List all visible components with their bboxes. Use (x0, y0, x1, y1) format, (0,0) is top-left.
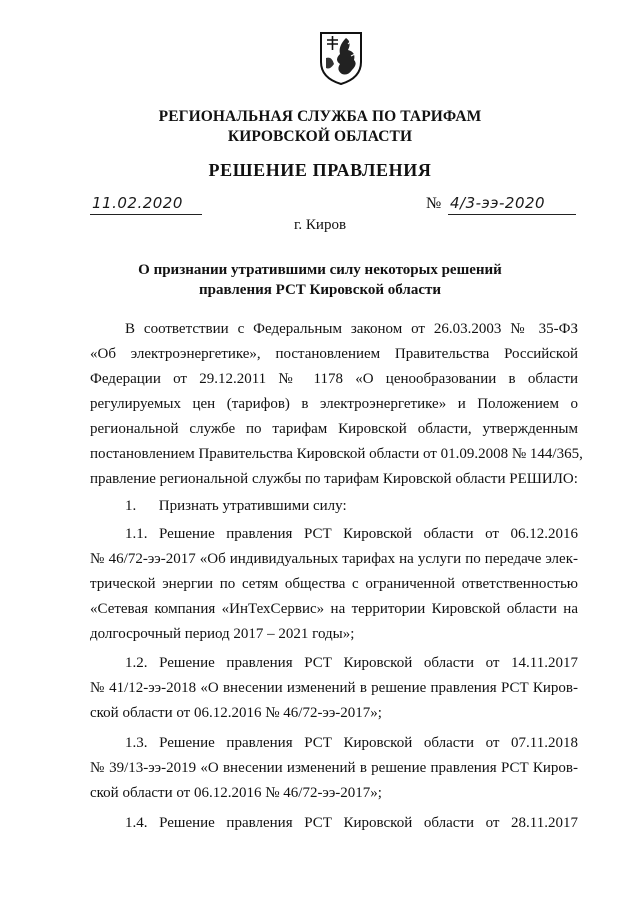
body-line: долгосрочный период 2017 – 2021 годы»; (90, 626, 355, 642)
city-label: г. Киров (293, 217, 347, 233)
handwritten-date: 11.02.2020 (92, 194, 183, 212)
body-line: № 41/12-ээ-2018 «О внесении изменений в решение правления РСТ Киров- (90, 680, 578, 696)
number-label: № (426, 195, 442, 212)
clause-1-3: 1.3. Решение правления РСТ Кировской области от 07.11.2018 (125, 735, 578, 751)
body-line: № 46/72-ээ-2017 «Об индивидуальных тарифах на услуги по передаче элек- (90, 551, 578, 567)
body-line: постановлением Правительства Кировской области от 01.09.2008 № 144/365, (90, 446, 583, 462)
subject-line2: правления РСТ Кировской области (198, 282, 442, 298)
body-line: № 39/13-ээ-2019 «О внесении изменений в решение правления РСТ Киров- (90, 760, 578, 776)
body-line: трической энергии по сетям общества с ограниченной ответственностью (90, 576, 578, 592)
body-line: правление региональной службы по тарифам Кировской области РЕШИЛО: (90, 471, 578, 487)
body-line: региональной службе по тарифам Кировской области, утвержденным (90, 421, 578, 437)
clause-1-1: 1.1. Решение правления РСТ Кировской области от 06.12.2016 (125, 526, 578, 542)
org-name-line1: РЕГИОНАЛЬНАЯ СЛУЖБА ПО ТАРИФАМ (158, 108, 482, 125)
coat-of-arms-icon (318, 30, 364, 86)
body-line: «Об электроэнергетике», постановлением Правительства Российской (90, 346, 578, 362)
clause-1-4: 1.4. Решение правления РСТ Кировской области от 28.11.2017 (125, 815, 578, 831)
subject-line1: О признании утратившими силу некоторых решений (138, 262, 502, 278)
clause-1-2: 1.2. Решение правления РСТ Кировской области от 14.11.2017 (125, 655, 578, 671)
body-line: Федерации от 29.12.2011 № 1178 «О ценообразовании в области (90, 371, 578, 387)
body-line: ской области от 06.12.2016 № 46/72-ээ-2017»; (90, 705, 382, 721)
body-line: регулируемых цен (тарифов) в электроэнергетике» и Положением о (90, 396, 578, 412)
handwritten-number: 4/3-ээ-2020 (450, 194, 546, 212)
body-line: ской области от 06.12.2016 № 46/72-ээ-2017»; (90, 785, 382, 801)
body-line: «Сетевая компания «ИнТехСервис» на территории Кировской области на (90, 601, 578, 617)
number-field (448, 194, 576, 215)
document-type-title: РЕШЕНИЕ ПРАВЛЕНИЯ (208, 160, 432, 180)
body-line: В соответствии с Федеральным законом от 26.03.2003 № 35-ФЗ (125, 321, 578, 337)
org-name-line2: КИРОВСКОЙ ОБЛАСТИ (227, 128, 413, 145)
date-field (90, 194, 202, 215)
clause-1: 1. Признать утратившими силу: (125, 498, 347, 514)
